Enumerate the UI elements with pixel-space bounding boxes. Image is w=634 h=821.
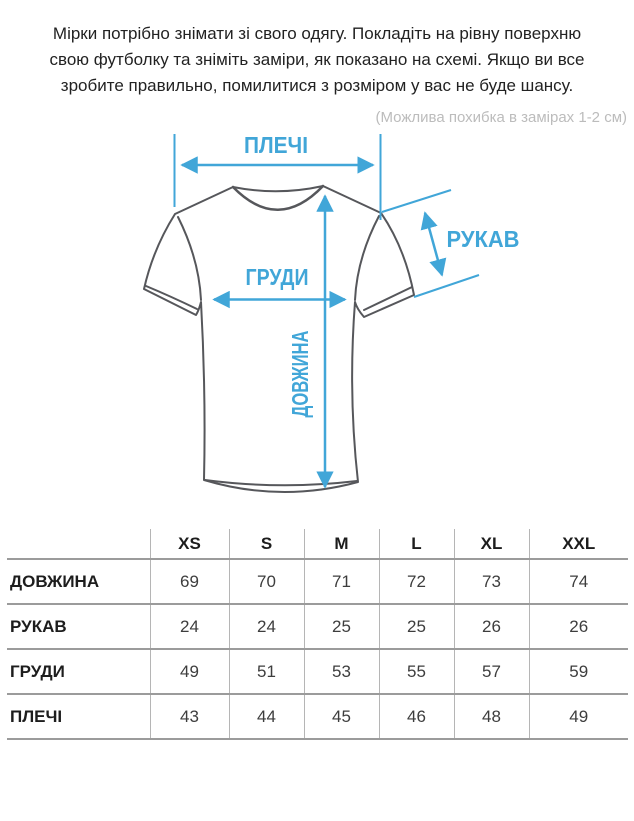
size-table-header-row bbox=[7, 529, 628, 559]
row-label: ПЛЕЧІ bbox=[10, 706, 63, 726]
table-cell: 45 bbox=[304, 694, 379, 739]
size-column-header: L bbox=[379, 529, 454, 559]
measurement-tolerance-note: (Можлива похибка в замірах 1-2 см) bbox=[375, 109, 627, 126]
table-cell: 24 bbox=[150, 604, 229, 649]
table-cell: 26 bbox=[454, 604, 529, 649]
row-label: ДОВЖИНА bbox=[10, 571, 100, 591]
sleeve-arrow bbox=[425, 213, 442, 275]
table-row-shoulders bbox=[7, 694, 628, 739]
size-column-header: XXL bbox=[529, 529, 628, 559]
size-column-header: M bbox=[304, 529, 379, 559]
table-cell: 74 bbox=[529, 559, 628, 604]
table-cell: 53 bbox=[304, 649, 379, 694]
table-cell: 24 bbox=[229, 604, 304, 649]
table-cell: 43 bbox=[150, 694, 229, 739]
size-table-corner-cell bbox=[7, 529, 150, 559]
table-cell: 49 bbox=[529, 694, 628, 739]
size-column-header: S bbox=[229, 529, 304, 559]
size-column-header: XS bbox=[150, 529, 229, 559]
tshirt-measurement-diagram bbox=[0, 126, 634, 527]
chest-label: ГРУДИ bbox=[245, 264, 309, 290]
table-row-sleeve bbox=[7, 604, 628, 649]
table-cell: 72 bbox=[379, 559, 454, 604]
table-cell: 73 bbox=[454, 559, 529, 604]
size-table bbox=[7, 529, 628, 740]
table-cell: 71 bbox=[304, 559, 379, 604]
table-cell: 44 bbox=[229, 694, 304, 739]
table-cell: 70 bbox=[229, 559, 304, 604]
table-cell: 57 bbox=[454, 649, 529, 694]
table-cell: 59 bbox=[529, 649, 628, 694]
size-column-header: XL bbox=[454, 529, 529, 559]
tshirt-outline bbox=[144, 186, 414, 492]
table-cell: 48 bbox=[454, 694, 529, 739]
row-label: ГРУДИ bbox=[10, 661, 65, 681]
table-row-length bbox=[7, 559, 628, 604]
table-cell: 69 bbox=[150, 559, 229, 604]
sleeve-label: РУКАВ bbox=[446, 226, 520, 252]
intro-text: Мірки потрібно знімати зі свого одягу. Покладіть на рівну поверхню свою футболку та зніміть заміри, як показано на схемі. Якщо ви все зробите правильно, помилитися з розміром у вас не буде шансу. bbox=[49, 24, 585, 95]
row-label: РУКАВ bbox=[10, 616, 67, 636]
table-cell: 26 bbox=[529, 604, 628, 649]
length-label: ДОВЖИНА bbox=[287, 296, 313, 418]
table-cell: 55 bbox=[379, 649, 454, 694]
shoulders-label: ПЛЕЧІ bbox=[244, 132, 308, 158]
table-cell: 46 bbox=[379, 694, 454, 739]
table-cell: 49 bbox=[150, 649, 229, 694]
table-cell: 25 bbox=[379, 604, 454, 649]
table-cell: 51 bbox=[229, 649, 304, 694]
table-row-chest bbox=[7, 649, 628, 694]
table-cell: 25 bbox=[304, 604, 379, 649]
